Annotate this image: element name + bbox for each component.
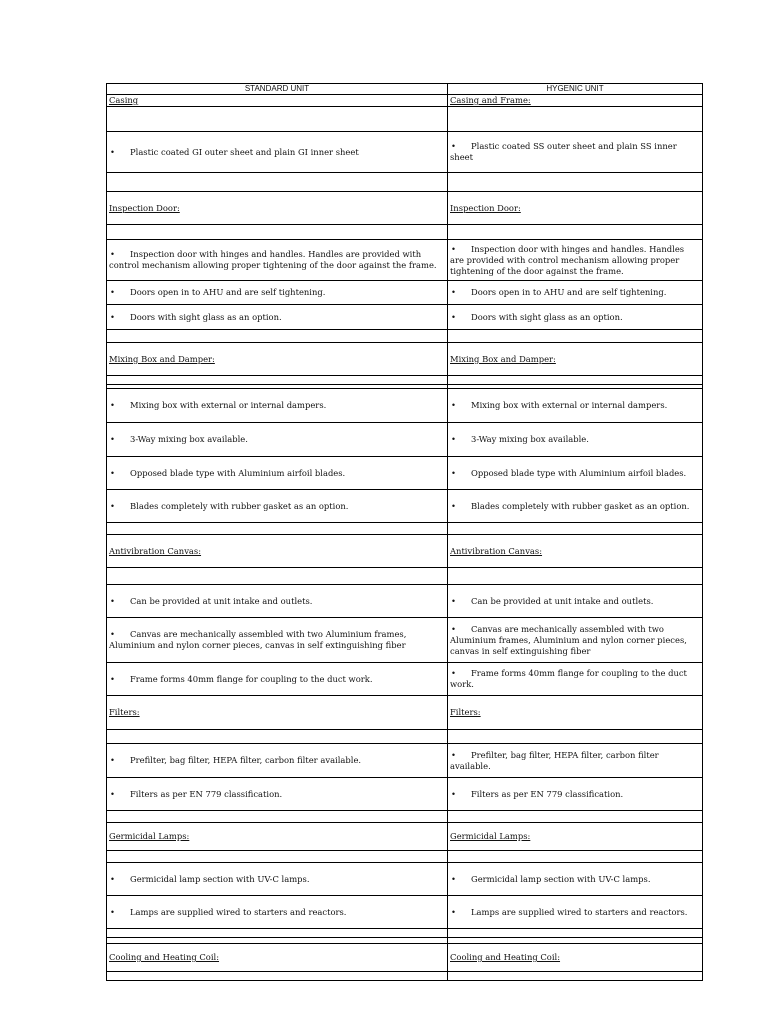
item-text: Blades completely with rubber gasket as an option. bbox=[130, 500, 349, 511]
section-heading-row bbox=[107, 696, 703, 730]
item-row bbox=[107, 744, 703, 778]
hygenic-heading-cell bbox=[448, 696, 703, 730]
standard-item-cell bbox=[107, 305, 448, 330]
section-heading: Filters: bbox=[450, 707, 481, 717]
standard-heading-cell bbox=[107, 192, 448, 225]
standard-heading-cell bbox=[107, 696, 448, 730]
spacer-row bbox=[107, 330, 703, 343]
spacer-row bbox=[107, 851, 703, 863]
bullet-icon: • bbox=[451, 400, 456, 410]
hygenic-item-cell bbox=[448, 618, 703, 663]
section-heading: Germicidal Lamps: bbox=[450, 831, 531, 841]
standard-heading-cell bbox=[107, 535, 448, 568]
spacer-cell bbox=[107, 225, 448, 240]
item-text: Can be provided at unit intake and outlets. bbox=[130, 595, 313, 606]
spacer-row bbox=[107, 811, 703, 823]
spacer-cell bbox=[448, 173, 703, 192]
item-text: Opposed blade type with Aluminium airfoil blades. bbox=[471, 467, 687, 478]
spacer-cell bbox=[448, 730, 703, 744]
hygenic-item-cell bbox=[448, 281, 703, 305]
item-text: 3-Way mixing box available. bbox=[130, 434, 248, 444]
section-heading: Inspection Door: bbox=[450, 202, 521, 213]
section-heading: Inspection Door: bbox=[109, 202, 180, 213]
spacer-cell bbox=[448, 330, 703, 343]
hygenic-heading-cell bbox=[448, 823, 703, 851]
section-heading: Antivibration Canvas: bbox=[109, 545, 202, 556]
standard-item-cell bbox=[107, 778, 448, 811]
item-row bbox=[107, 490, 703, 523]
item-text: Opposed blade type with Aluminium airfoil blades. bbox=[130, 467, 346, 478]
item-text: Blades completely with rubber gasket as an option. bbox=[471, 500, 690, 511]
item-row bbox=[107, 240, 703, 281]
standard-heading-cell bbox=[107, 95, 448, 107]
bullet-icon: • bbox=[451, 906, 456, 917]
section-heading-row bbox=[107, 535, 703, 568]
bullet-icon: • bbox=[110, 673, 115, 684]
spacer-row bbox=[107, 972, 703, 981]
spacer-cell bbox=[107, 811, 448, 823]
standard-item-cell bbox=[107, 457, 448, 490]
spec-sheet bbox=[106, 83, 702, 981]
spacer-row bbox=[107, 225, 703, 240]
item-text: Lamps are supplied wired to starters and reactors. bbox=[471, 906, 688, 917]
item-row bbox=[107, 457, 703, 490]
standard-item-cell bbox=[107, 663, 448, 696]
section-heading-row bbox=[107, 944, 703, 972]
item-text: Prefilter, bag filter, HEPA filter, carbon filter available. bbox=[130, 755, 362, 765]
spacer-cell bbox=[107, 107, 448, 132]
bullet-icon: • bbox=[451, 749, 456, 760]
item-text: Germicidal lamp section with UV-C lamps. bbox=[130, 873, 310, 884]
spacer-cell bbox=[107, 851, 448, 863]
item-text: Mixing box with external or internal dampers. bbox=[130, 400, 327, 410]
header-row bbox=[107, 84, 703, 95]
bullet-icon: • bbox=[451, 595, 456, 606]
standard-item-cell bbox=[107, 281, 448, 305]
bullet-icon: • bbox=[451, 467, 456, 478]
bullet-icon: • bbox=[110, 311, 115, 322]
item-text: Mixing box with external or internal dampers. bbox=[471, 400, 668, 410]
hygenic-item-cell bbox=[448, 663, 703, 696]
bullet-icon: • bbox=[110, 146, 115, 157]
bullet-icon: • bbox=[110, 629, 115, 639]
hygenic-item-cell bbox=[448, 240, 703, 281]
bullet-icon: • bbox=[110, 500, 115, 511]
section-heading: Casing bbox=[109, 95, 139, 105]
spacer-cell bbox=[107, 929, 448, 938]
spacer-row bbox=[107, 730, 703, 744]
section-heading-row bbox=[107, 343, 703, 376]
bullet-icon: • bbox=[451, 873, 456, 884]
standard-item-cell bbox=[107, 132, 448, 173]
section-heading: Mixing Box and Damper: bbox=[450, 353, 556, 364]
hygenic-item-cell bbox=[448, 744, 703, 778]
item-text: Inspection door with hinges and handles. Handles are provided with control mechanism allowing proper tightening of the door against the frame. bbox=[450, 243, 685, 276]
spacer-cell bbox=[107, 568, 448, 585]
standard-heading-cell bbox=[107, 343, 448, 376]
bullet-icon: • bbox=[451, 243, 456, 254]
item-text: Germicidal lamp section with UV-C lamps. bbox=[471, 873, 651, 884]
bullet-icon: • bbox=[110, 400, 115, 410]
item-text: Inspection door with hinges and handles. Handles are provided with control mechanism allowing proper tightening of the door against the frame. bbox=[109, 249, 437, 270]
standard-item-cell bbox=[107, 585, 448, 618]
spacer-cell bbox=[448, 568, 703, 585]
item-row bbox=[107, 423, 703, 457]
bullet-icon: • bbox=[110, 467, 115, 478]
standard-item-cell bbox=[107, 618, 448, 663]
item-row bbox=[107, 778, 703, 811]
item-text: Plastic coated SS outer sheet and plain SS inner sheet bbox=[450, 141, 677, 162]
standard-heading-cell bbox=[107, 823, 448, 851]
bullet-icon: • bbox=[451, 434, 456, 444]
item-row bbox=[107, 618, 703, 663]
spacer-cell bbox=[448, 523, 703, 535]
standard-item-cell bbox=[107, 863, 448, 896]
bullet-icon: • bbox=[110, 595, 115, 606]
spacer-cell bbox=[448, 225, 703, 240]
spacer-row bbox=[107, 173, 703, 192]
spacer-row bbox=[107, 523, 703, 535]
spacer-cell bbox=[107, 730, 448, 744]
section-heading: Mixing Box and Damper: bbox=[109, 353, 215, 364]
item-text: Doors open in to AHU and are self tightening. bbox=[471, 287, 667, 297]
section-heading: Cooling and Heating Coil: bbox=[450, 952, 561, 962]
section-heading: Cooling and Heating Coil: bbox=[109, 952, 220, 962]
section-heading: Filters: bbox=[109, 707, 140, 717]
hygenic-item-cell bbox=[448, 778, 703, 811]
standard-item-cell bbox=[107, 389, 448, 423]
spacer-cell bbox=[448, 851, 703, 863]
standard-item-cell bbox=[107, 896, 448, 929]
hygenic-item-cell bbox=[448, 585, 703, 618]
bullet-icon: • bbox=[110, 873, 115, 884]
item-text: Doors with sight glass as an option. bbox=[130, 311, 282, 322]
standard-unit-header: STANDARD UNIT bbox=[107, 84, 448, 95]
item-text: Filters as per EN 779 classification. bbox=[130, 788, 283, 799]
comparison-table bbox=[106, 83, 703, 981]
hygenic-heading-cell bbox=[448, 944, 703, 972]
section-heading: Germicidal Lamps: bbox=[109, 831, 190, 841]
bullet-icon: • bbox=[110, 434, 115, 444]
bullet-icon: • bbox=[451, 623, 456, 634]
bullet-icon: • bbox=[110, 287, 115, 297]
standard-item-cell bbox=[107, 423, 448, 457]
bullet-icon: • bbox=[451, 500, 456, 511]
spacer-cell bbox=[107, 972, 448, 981]
spacer-cell bbox=[448, 107, 703, 132]
standard-item-cell bbox=[107, 240, 448, 281]
item-row bbox=[107, 585, 703, 618]
item-text: Prefilter, bag filter, HEPA filter, carbon filter available. bbox=[450, 749, 659, 771]
item-row bbox=[107, 132, 703, 173]
bullet-icon: • bbox=[451, 287, 456, 297]
spacer-cell bbox=[448, 811, 703, 823]
item-text: Doors with sight glass as an option. bbox=[471, 311, 623, 322]
item-text: Lamps are supplied wired to starters and reactors. bbox=[130, 906, 347, 917]
spacer-cell bbox=[107, 173, 448, 192]
item-text: Plastic coated GI outer sheet and plain GI inner sheet bbox=[130, 146, 359, 157]
hygenic-item-cell bbox=[448, 132, 703, 173]
item-text: Canvas are mechanically assembled with two Aluminium frames, Aluminium and nylon corner pieces, canvas in self extinguishing fiber bbox=[450, 623, 687, 656]
bullet-icon: • bbox=[110, 788, 115, 799]
section-heading-row bbox=[107, 823, 703, 851]
hygenic-unit-header: HYGENIC UNIT bbox=[448, 84, 703, 95]
spacer-cell bbox=[448, 929, 703, 938]
hygenic-item-cell bbox=[448, 457, 703, 490]
section-heading: Antivibration Canvas: bbox=[450, 545, 543, 556]
spacer-cell bbox=[448, 972, 703, 981]
hygenic-item-cell bbox=[448, 863, 703, 896]
standard-item-cell bbox=[107, 490, 448, 523]
item-text: Canvas are mechanically assembled with two Aluminium frames, Aluminium and nylon corner pieces, canvas in self extinguishing fiber bbox=[109, 629, 407, 650]
item-row bbox=[107, 896, 703, 929]
hygenic-heading-cell bbox=[448, 343, 703, 376]
hygenic-heading-cell bbox=[448, 95, 703, 107]
item-row bbox=[107, 663, 703, 696]
spacer-row bbox=[107, 376, 703, 385]
standard-heading-cell bbox=[107, 944, 448, 972]
spacer-row bbox=[107, 929, 703, 938]
hygenic-item-cell bbox=[448, 389, 703, 423]
bullet-icon: • bbox=[451, 668, 456, 678]
item-text: Frame forms 40mm flange for coupling to the duct work. bbox=[130, 673, 373, 684]
hygenic-heading-cell bbox=[448, 192, 703, 225]
spacer-row bbox=[107, 568, 703, 585]
item-row bbox=[107, 863, 703, 896]
bullet-icon: • bbox=[451, 141, 456, 151]
item-text: Doors open in to AHU and are self tightening. bbox=[130, 287, 326, 297]
section-heading-row bbox=[107, 192, 703, 225]
bullet-icon: • bbox=[110, 906, 115, 917]
standard-item-cell bbox=[107, 744, 448, 778]
item-row bbox=[107, 389, 703, 423]
bullet-icon: • bbox=[451, 311, 456, 322]
hygenic-item-cell bbox=[448, 896, 703, 929]
item-text: Can be provided at unit intake and outlets. bbox=[471, 595, 654, 606]
spacer-cell bbox=[448, 376, 703, 385]
section-heading-row bbox=[107, 95, 703, 107]
spacer-cell bbox=[107, 330, 448, 343]
spacer-row bbox=[107, 107, 703, 132]
item-text: Frame forms 40mm flange for coupling to the duct work. bbox=[450, 668, 687, 689]
bullet-icon: • bbox=[451, 788, 456, 799]
hygenic-item-cell bbox=[448, 305, 703, 330]
spacer-cell bbox=[107, 523, 448, 535]
bullet-icon: • bbox=[110, 249, 115, 259]
item-row bbox=[107, 281, 703, 305]
section-heading: Casing and Frame: bbox=[450, 95, 531, 105]
item-text: 3-Way mixing box available. bbox=[471, 434, 589, 444]
hygenic-heading-cell bbox=[448, 535, 703, 568]
item-row bbox=[107, 305, 703, 330]
hygenic-item-cell bbox=[448, 423, 703, 457]
hygenic-item-cell bbox=[448, 490, 703, 523]
spacer-cell bbox=[107, 376, 448, 385]
item-text: Filters as per EN 779 classification. bbox=[471, 788, 624, 799]
bullet-icon: • bbox=[110, 755, 115, 765]
